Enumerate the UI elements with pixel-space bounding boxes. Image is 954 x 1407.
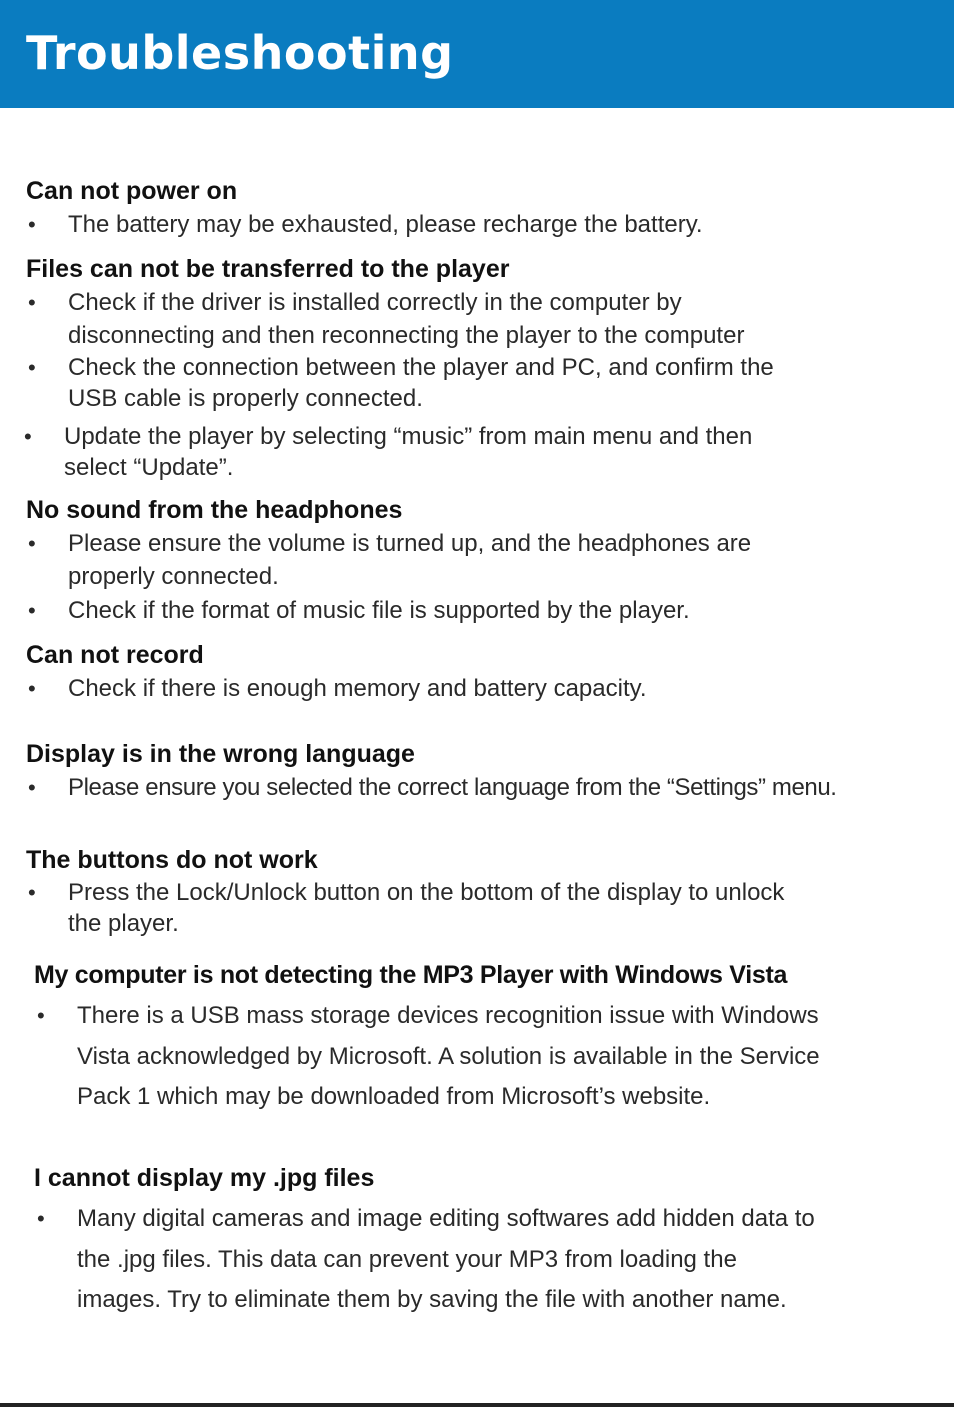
list-item-text: There is a USB mass storage devices recognition issue with Windows Vista acknowledged by Microsoft. A solution is available in the Service Pack 1 which may be downloaded from Microsoft’s website.: [77, 1002, 820, 1110]
bullet-icon: •: [28, 676, 36, 701]
section-heading-power: Can not power on: [26, 177, 238, 205]
section-heading-jpg: I cannot display my .jpg files: [34, 1164, 375, 1192]
list-item: [28, 877, 788, 939]
page-header: [0, 0, 954, 108]
list-item-text: Update the player by selecting “music” from main menu and then select “Update”.: [64, 423, 753, 481]
bullet-icon: •: [28, 212, 36, 237]
list-item-text: Check if the driver is installed correctly in the computer by disconnecting and then reconnecting the player to the computer: [68, 289, 745, 349]
bullet-icon: •: [37, 1206, 45, 1231]
section-heading-sound: No sound from the headphones: [26, 496, 403, 524]
list-item: [37, 996, 837, 1118]
bullet-icon: •: [28, 355, 36, 380]
list-item: [28, 208, 838, 241]
list-item-text: Check if there is enough memory and battery capacity.: [68, 675, 647, 702]
list-item-text: Please ensure you selected the correct language from the “Settings” menu.: [68, 774, 837, 801]
section-heading-vista: My computer is not detecting the MP3 Player with Windows Vista: [34, 961, 788, 989]
list-item: [24, 421, 784, 483]
bullet-icon: •: [28, 880, 36, 905]
list-item: [28, 527, 828, 593]
list-item-text: Check the connection between the player and PC, and confirm the USB cable is properly connected.: [68, 354, 774, 412]
section-heading-record: Can not record: [26, 641, 204, 669]
page-title: Troubleshooting: [26, 26, 454, 80]
bullet-icon: •: [28, 531, 36, 556]
bullet-icon: •: [28, 598, 36, 623]
list-item: [37, 1199, 822, 1321]
list-item-text: Many digital cameras and image editing softwares add hidden data to the .jpg files. This data can prevent your MP3 from loading the images. Try to eliminate them by saving the file with another name.: [77, 1205, 815, 1313]
list-item: [28, 286, 828, 352]
list-item: [28, 672, 838, 705]
section-heading-buttons: The buttons do not work: [26, 846, 318, 874]
bullet-icon: •: [28, 290, 36, 315]
list-item-text: Check if the format of music file is supported by the player.: [68, 597, 690, 624]
list-item: [28, 771, 838, 804]
list-item-text: Please ensure the volume is turned up, and the headphones are properly connected.: [68, 530, 752, 590]
footer-rule: [0, 1403, 954, 1407]
list-item: [28, 352, 828, 414]
bullet-icon: •: [37, 1003, 45, 1028]
bullet-icon: •: [24, 424, 32, 449]
section-heading-language: Display is in the wrong language: [26, 740, 415, 768]
section-heading-transfer: Files can not be transferred to the player: [26, 255, 510, 283]
list-item-text: The battery may be exhausted, please recharge the battery.: [68, 211, 703, 238]
bullet-icon: •: [28, 775, 36, 800]
list-item-text: Press the Lock/Unlock button on the bottom of the display to unlock the player.: [68, 879, 785, 937]
list-item: [28, 594, 838, 627]
